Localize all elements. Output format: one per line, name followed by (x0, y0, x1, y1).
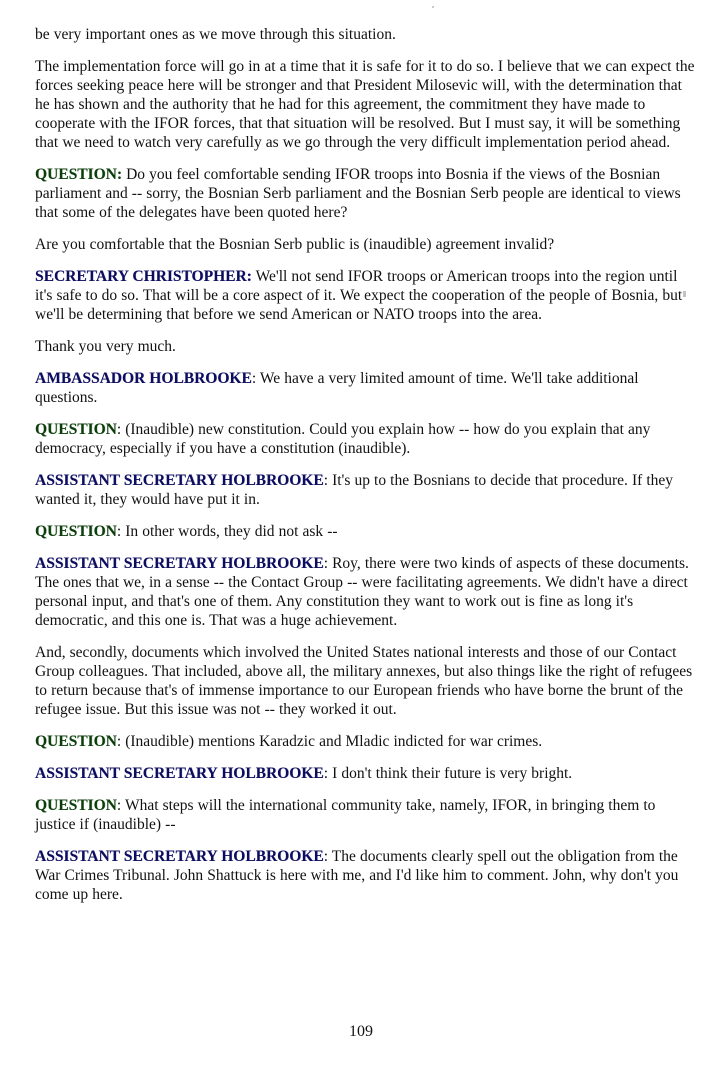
speaker-label: ASSISTANT SECRETARY HOLBROOKE (35, 472, 324, 489)
transcript-paragraph: Are you comfortable that the Bosnian Serb public is (inaudible) agreement invalid? (35, 236, 555, 253)
speaker-label: SECRETARY CHRISTOPHER: (35, 268, 252, 285)
question-label: QUESTION (35, 421, 117, 438)
transcript-paragraph: QUESTION: In other words, they did not ask -- (35, 523, 338, 540)
question-label: QUESTION (35, 733, 117, 750)
transcript-paragraph: The implementation force will go in at a time that it is safe for it to do so. I believe that we can expect the forces seeking peace here will be stronger and that President Milosevic will, with the determination that he has shown and the authority that he had for this agreement, the commitment they have made to cooperate with the IFOR forces, that that situation will be resolved. But I must say, it will be something that we need to watch very carefully as we go through the very difficult implementation period ahead. (35, 58, 695, 151)
speaker-label: AMBASSADOR HOLBROOKE (35, 370, 252, 387)
page-number: 109 (349, 1023, 373, 1040)
transcript-paragraph: be very important ones as we move through this situation. (35, 26, 396, 43)
transcript-paragraph: Thank you very much. (35, 338, 176, 355)
transcript-paragraph: ASSISTANT SECRETARY HOLBROOKE: The documents clearly spell out the obligation from the War Crimes Tribunal. John Shattuck is here with me, and I'd like him to comment. John, why don't you come up here. (35, 848, 679, 903)
transcript-paragraph: AMBASSADOR HOLBROOKE: We have a very limited amount of time. We'll take additional questions. (35, 370, 639, 406)
scan-artifact-speck (432, 6, 434, 8)
speaker-label: ASSISTANT SECRETARY HOLBROOKE (35, 848, 324, 865)
transcript-paragraph: ASSISTANT SECRETARY HOLBROOKE: It's up to the Bosnians to decide that procedure. If they wanted it, they would have put it in. (35, 472, 674, 508)
question-label: QUESTION (35, 523, 117, 540)
speaker-label: ASSISTANT SECRETARY HOLBROOKE (35, 765, 324, 782)
transcript-paragraph: ASSISTANT SECRETARY HOLBROOKE: Roy, there were two kinds of aspects of these documents. The ones that we, in a sense -- the Contact Group -- were facilitating agreements. We didn't have a direct personal input, and that's one of them. Any constitution they want to work out is fine as long it's democratic, and this one is. That was a huge achievement. (35, 555, 689, 629)
transcript-paragraph: QUESTION: What steps will the international community take, namely, IFOR, in bringing them to justice if (inaudible) -- (35, 797, 656, 833)
transcript-paragraph: And, secondly, documents which involved the United States national interests and those of our Contact Group colleagues. That included, above all, the military annexes, but also things like the right of refugees to return because that's of immense importance to our European friends who have borne the brunt of the refugee issue. But this issue was not -- they worked it out. (35, 644, 693, 718)
transcript-paragraph: SECRETARY CHRISTOPHER: We'll not send IFOR troops or American troops into the region until it's safe to do so. That will be a core aspect of it. We expect the cooperation of the people of Bosnia, but we'll be determining that before we send American or NATO troops into the area. (35, 268, 683, 323)
speaker-label: ASSISTANT SECRETARY HOLBROOKE (35, 555, 324, 572)
transcript-paragraph: ASSISTANT SECRETARY HOLBROOKE: I don't think their future is very bright. (35, 765, 573, 782)
question-label: QUESTION: (35, 166, 122, 183)
transcript-body (35, 25, 695, 917)
transcript-paragraph: QUESTION: Do you feel comfortable sending IFOR troops into Bosnia if the views of the Bosnian parliament and -- sorry, the Bosnian Serb parliament and the Bosnian Serb people are identical to views that some of the delegates have been quoted here? (35, 166, 681, 221)
transcript-paragraph: QUESTION: (Inaudible) new constitution. Could you explain how -- how do you explain that any democracy, especially if you have a constitution (inaudible). (35, 421, 651, 457)
transcript-paragraph: QUESTION: (Inaudible) mentions Karadzic and Mladic indicted for war crimes. (35, 733, 543, 750)
question-label: QUESTION (35, 797, 117, 814)
